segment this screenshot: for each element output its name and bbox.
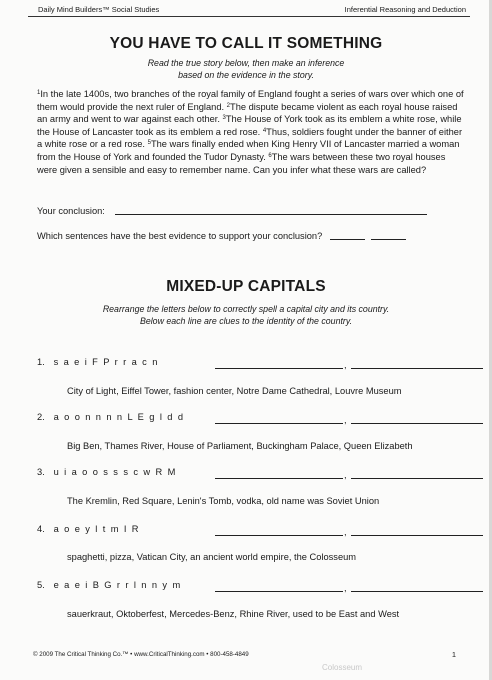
country-answer-line[interactable] (351, 414, 483, 424)
conclusion-row (37, 205, 427, 216)
footer-copyright: © 2009 The Critical Thinking Co.™ • www.CriticalThinking.com • 800-458-4849 (33, 651, 249, 658)
capital-answer-line[interactable] (215, 359, 343, 369)
sentence-number: 3 (222, 115, 226, 122)
evidence-question: Which sentences have the best evidence to support your conclusion? (37, 231, 323, 241)
evidence-answer-line-2[interactable] (371, 230, 406, 240)
scrambled-letters: s a e i F P r r a c n (53, 357, 159, 367)
country-answer-line[interactable] (351, 526, 483, 536)
section2-instructions-1: Rearrange the letters below to correctly spell a capital city and its country. (102, 304, 390, 314)
answer-blanks (215, 359, 483, 370)
clue-text: sauerkraut, Oktoberfest, Mercedes-Benz, Rhine River, used to be East and West (67, 609, 400, 619)
sentence-text: The House of York took as its emblem a white rose, while the House of Lancaster took as its emblem a red rose. (37, 114, 462, 137)
answer-blanks (215, 414, 483, 425)
answer-blanks (215, 582, 483, 593)
scrambled-letters: e a e i B G r r l n n y m (53, 580, 182, 590)
section1-instructions-2: based on the evidence in the story. (178, 70, 314, 80)
clue-text: The Kremlin, Red Square, Lenin's Tomb, vodka, old name was Soviet Union (67, 496, 380, 506)
section2-instructions-2: Below each line are clues to the identity of the country. (139, 316, 353, 326)
sentence-number: 2 (226, 102, 231, 109)
item-number: 3. (37, 467, 45, 477)
sentence-text: Thus, soldiers fought under the banner of either a white rose or a red rose. (37, 126, 463, 150)
comma-separator: , (344, 415, 347, 425)
section2-title: MIXED-UP CAPITALS (166, 278, 326, 295)
answer-blanks (215, 469, 483, 480)
section1-instructions-1: Read the true story below, then make an inference (147, 58, 345, 68)
answer-blanks (215, 526, 483, 537)
item-number: 1. (37, 357, 45, 367)
clue-text: spaghetti, pizza, Vatican City, an ancient world empire, the Colosseum (67, 552, 357, 562)
comma-separator: , (344, 360, 347, 370)
sentence-text: In the late 1400s, two branches of the royal family of England fought a series of wars over which one of them would provide the next ruler of England. (37, 89, 464, 112)
header-right: Inferential Reasoning and Deduction (344, 5, 466, 14)
country-answer-line[interactable] (351, 469, 483, 479)
comma-separator: , (344, 583, 347, 593)
sentence-text: The wars between these two royal houses were given a sensible and easy to remember name. Can you infer what these wars are called? (37, 151, 446, 175)
scramble-item (37, 524, 465, 537)
header-rule (28, 16, 470, 17)
conclusion-answer-line[interactable] (115, 205, 427, 215)
country-answer-line[interactable] (351, 582, 483, 592)
conclusion-label: Your conclusion: (37, 206, 105, 216)
scrambled-letters: a o o n n n n L E g l d d (53, 412, 185, 422)
capital-answer-line[interactable] (215, 582, 343, 592)
evidence-row (37, 230, 406, 241)
sentence-number: 4 (262, 127, 267, 134)
scramble-item (37, 412, 465, 425)
section1-title: YOU HAVE TO CALL IT SOMETHING (109, 35, 383, 52)
scrambled-letters: u i a o o s s s c w R M (53, 467, 177, 477)
scramble-item (37, 357, 465, 370)
item-number: 5. (37, 580, 45, 590)
sentence-text: The wars finally ended when King Henry VII of Lancaster married a woman from the House of York and founded the Tudor Dynasty. (37, 139, 460, 162)
sentence-number: 5 (147, 140, 151, 147)
capital-answer-line[interactable] (215, 414, 343, 424)
header-left: Daily Mind Builders™ Social Studies (38, 5, 160, 14)
scramble-item (37, 467, 465, 480)
country-answer-line[interactable] (351, 359, 483, 369)
capital-answer-line[interactable] (215, 526, 343, 536)
bleed-through-text: Colosseum (322, 663, 363, 672)
sentence-number: 1 (37, 90, 41, 96)
item-number: 2. (37, 412, 45, 422)
capital-answer-line[interactable] (215, 469, 343, 479)
scrambled-letters: a o e y l t m I R (53, 524, 140, 534)
comma-separator: , (344, 470, 347, 480)
item-number: 4. (37, 524, 45, 534)
scramble-item (37, 580, 465, 593)
evidence-answer-line-1[interactable] (330, 230, 365, 240)
story-paragraph (37, 88, 465, 176)
clue-text: City of Light, Eiffel Tower, fashion center, Notre Dame Cathedral, Louvre Museum (67, 386, 402, 396)
page-number: 1 (451, 650, 456, 659)
sentence-text: The dispute became violent as each royal house raised an army and went to war against each other. (37, 101, 458, 125)
comma-separator: , (344, 527, 347, 537)
sentence-number: 6 (268, 152, 272, 159)
clue-text: Big Ben, Thames River, House of Parliament, Buckingham Palace, Queen Elizabeth (67, 441, 413, 451)
